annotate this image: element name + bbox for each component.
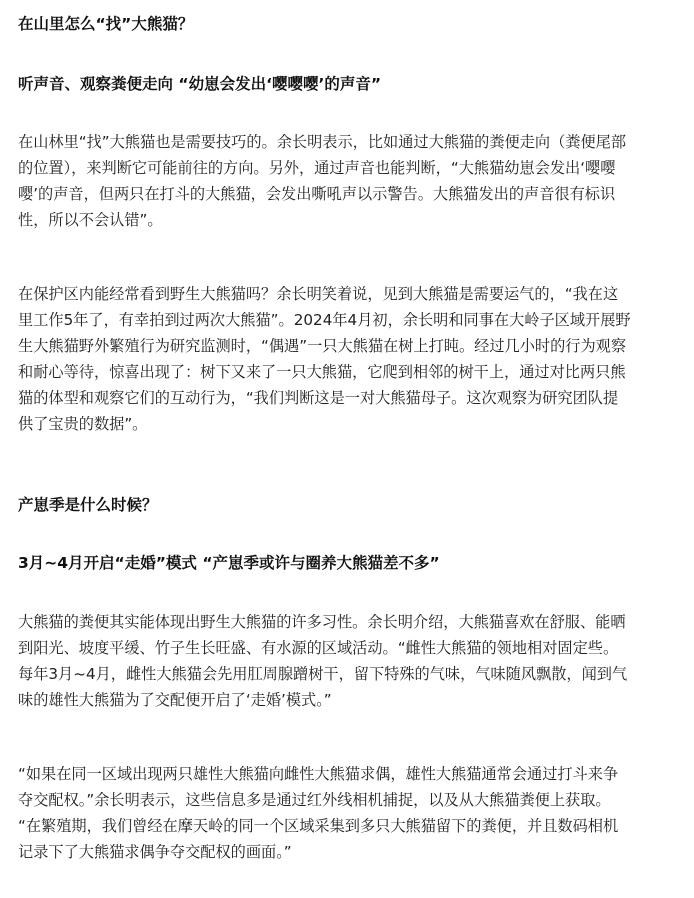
paragraph-line: 每年3月~4月，雌性大熊猫会先用肛周腺蹭树干，留下特殊的气味，气味随风飘散，闻到气 (18, 665, 628, 683)
paragraph-line: 在保护区内能经常看到野生大熊猫吗？余长明笑着说，见到大熊猫是需要运气的，“我在这 (18, 285, 619, 303)
subheading-walking-marriage: 3月~4月开启“走婚”模式 “产崽季或许与圈养大熊猫差不多” (18, 554, 440, 572)
section-heading-breeding-season: 产崽季是什么时候？ (18, 496, 158, 514)
paragraph-line: 在山林里“找”大熊猫也是需要技巧的。余长明表示，比如通过大熊猫的粪便走向（粪便尾部 (18, 133, 627, 151)
paragraph-line: 里工作5年了，有幸拍到过两次大熊猫”。2024年4月初，余长明和同事在大岭子区域开展野 (18, 311, 631, 329)
paragraph-line: 味的雄性大熊猫为了交配便开启了‘走婚’模式。” (18, 691, 332, 709)
paragraph-line: 大熊猫的粪便其实能体现出野生大熊猫的许多习性。余长明介绍，大熊猫喜欢在舒服、能晒 (18, 613, 626, 631)
paragraph-line: 记录下了大熊猫求偶争夺交配权的画面。” (18, 843, 292, 861)
paragraph-line: 和耐心等待，惊喜出现了：树下又来了一只大熊猫，它爬到相邻的树干上，通过对比两只熊 (18, 363, 626, 381)
paragraph-line: 到阳光、坡度平缓、竹子生长旺盛、有水源的区域活动。“雌性大熊猫的领地相对固定些。 (18, 639, 619, 657)
subheading-sound-and-droppings: 听声音、观察粪便走向 “幼崽会发出‘嘤嘤嘤’的声音” (18, 75, 382, 93)
paragraph-line: “如果在同一区域出现两只雄性大熊猫向雌性大熊猫求偶，雄性大熊猫通常会通过打斗来争 (18, 765, 619, 783)
paragraph-line: 生大熊猫野外繁殖行为研究监测时，“偶遇”一只大熊猫在树上打盹。经过几小时的行为观察 (18, 337, 627, 355)
paragraph-panda-habits (18, 609, 682, 713)
paragraph-tracking-skills (18, 129, 682, 233)
paragraph-line: 供了宝贵的数据”。 (18, 415, 148, 433)
paragraph-line: 夺交配权。”余长明表示，这些信息多是通过红外线相机捕捉，以及从大熊猫粪便上获取。 (18, 791, 611, 809)
section-heading-finding-pandas: 在山里怎么“找”大熊猫？ (18, 15, 194, 33)
paragraph-line: 猫的体型和观察它们的互动行为，“我们判断这是一对大熊猫母子。这次观察为研究团队提 (18, 389, 619, 407)
paragraph-line: 的位置），来判断它可能前往的方向。另外，通过声音也能判断，“大熊猫幼崽会发出‘嘤嘤 (18, 159, 616, 177)
paragraph-wild-panda-sighting (18, 281, 682, 437)
paragraph-line: “在繁殖期，我们曾经在摩天岭的同一个区域采集到多只大熊猫留下的粪便，并且数码相机 (18, 817, 619, 835)
paragraph-mating-competition (18, 761, 682, 865)
paragraph-line: 性，所以不会认错”。 (18, 211, 163, 229)
paragraph-line: 嘤’的声音，但两只在打斗的大熊猫，会发出嘶吼声以示警告。大熊猫发出的声音很有标识 (18, 185, 616, 203)
